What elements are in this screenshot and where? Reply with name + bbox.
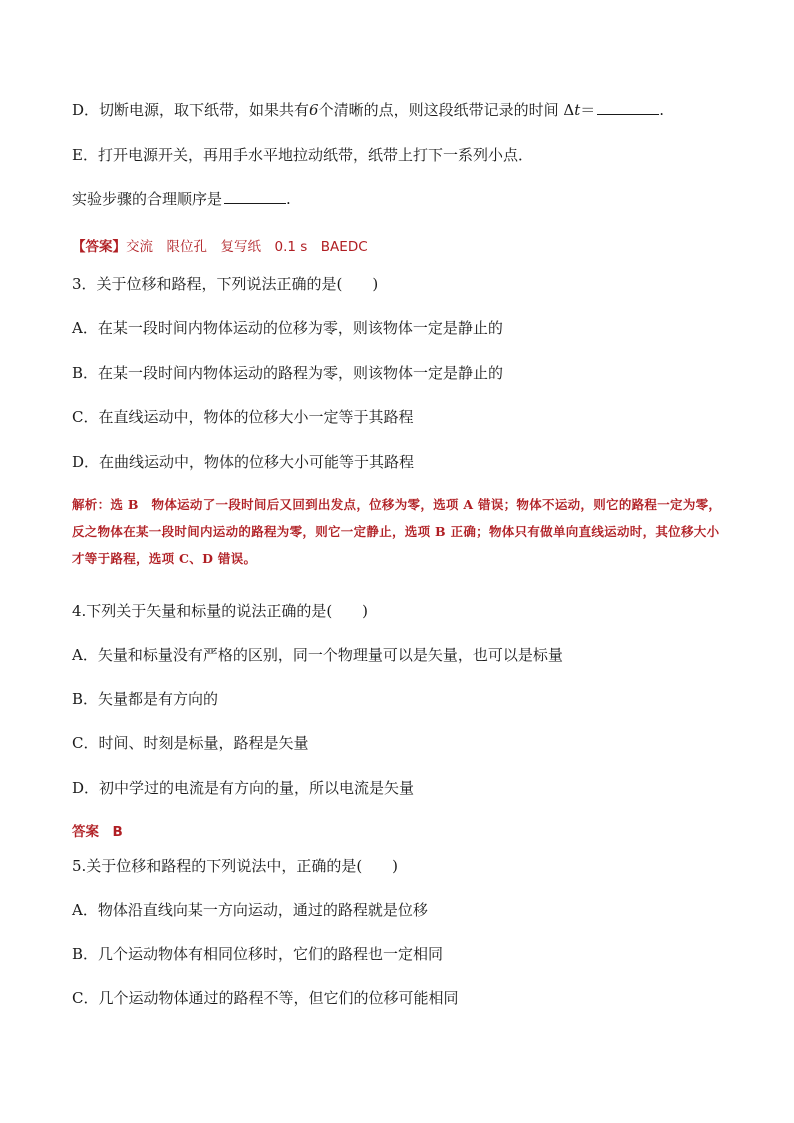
q4-option-a: A．矢量和标量没有严格的区别，同一个物理量可以是矢量，也可以是标量 (72, 646, 563, 664)
q5-option-a: A．物体沿直线向某一方向运动，通过的路程就是位移 (72, 901, 428, 919)
q2-order-line (72, 189, 291, 209)
q2-option-d-count: 6 (309, 101, 319, 119)
q2-option-e: E．打开电源开关，再用手水平地拉动纸带，纸带上打下一系列小点． (72, 146, 533, 164)
q5-option-b: B．几个运动物体有相同位移时，它们的路程也一定相同 (72, 945, 444, 963)
q2-option-d-prefix: D．切断电源，取下纸带，如果共有 (72, 101, 310, 119)
q3-stem: 3．关于位移和路程，下列说法正确的是( ) (72, 275, 379, 293)
q2-order-end: . (286, 190, 291, 208)
q2-answer-text: 交流 限位孔 复写纸 0.1 s BAEDC (126, 239, 368, 255)
q3-analysis: 解析：选 B 物体运动了一段时间后又回到出发点，位移为零，选项 A 错误；物体不运动，则它的路程一定为零，反之物体在某一段时间内运动的路程为零，则它一定静止，选项 B 正确；物体只有做单向直线运动时，其位移大小才等于路程，选项 C、D 错误。 (72, 497, 722, 566)
q5-stem: 5.关于位移和路程的下列说法中，正确的是( ) (72, 857, 399, 875)
q4-stem: 4.下列关于矢量和标量的说法正确的是( ) (72, 602, 369, 620)
q2-answer-tag: 【答案】 (72, 239, 126, 255)
q2-option-d-middle: 个清晰的点，则这段纸带记录的时间 Δ (318, 101, 575, 119)
q2-order-blank (224, 189, 286, 204)
q3-option-a: A．在某一段时间内物体运动的位移为零，则该物体一定是静止的 (72, 319, 503, 337)
q2-option-d-end: . (659, 101, 665, 119)
q4-option-b: B．矢量都是有方向的 (72, 690, 219, 708)
q2-answer (72, 236, 368, 257)
q2-option-d-var: t (574, 101, 581, 119)
q4-option-c: C．时间、时刻是标量，路程是矢量 (72, 734, 309, 752)
q2-option-d (72, 100, 664, 120)
q3-option-d: D．在曲线运动中，物体的位移大小可能等于其路程 (72, 453, 415, 471)
q2-order-prefix: 实验步骤的合理顺序是 (72, 190, 223, 208)
q3-option-c: C．在直线运动中，物体的位移大小一定等于其路程 (72, 408, 414, 426)
q3-option-b: B．在某一段时间内物体运动的路程为零，则该物体一定是静止的 (72, 364, 504, 382)
q4-answer: 答案 B (72, 824, 123, 840)
q5-option-c: C．几个运动物体通过的路程不等，但它们的位移可能相同 (72, 989, 459, 1007)
q2-option-d-eq: ＝ (580, 101, 596, 119)
q4-option-d: D．初中学过的电流是有方向的量，所以电流是矢量 (72, 779, 415, 797)
q2-time-blank (597, 100, 659, 115)
